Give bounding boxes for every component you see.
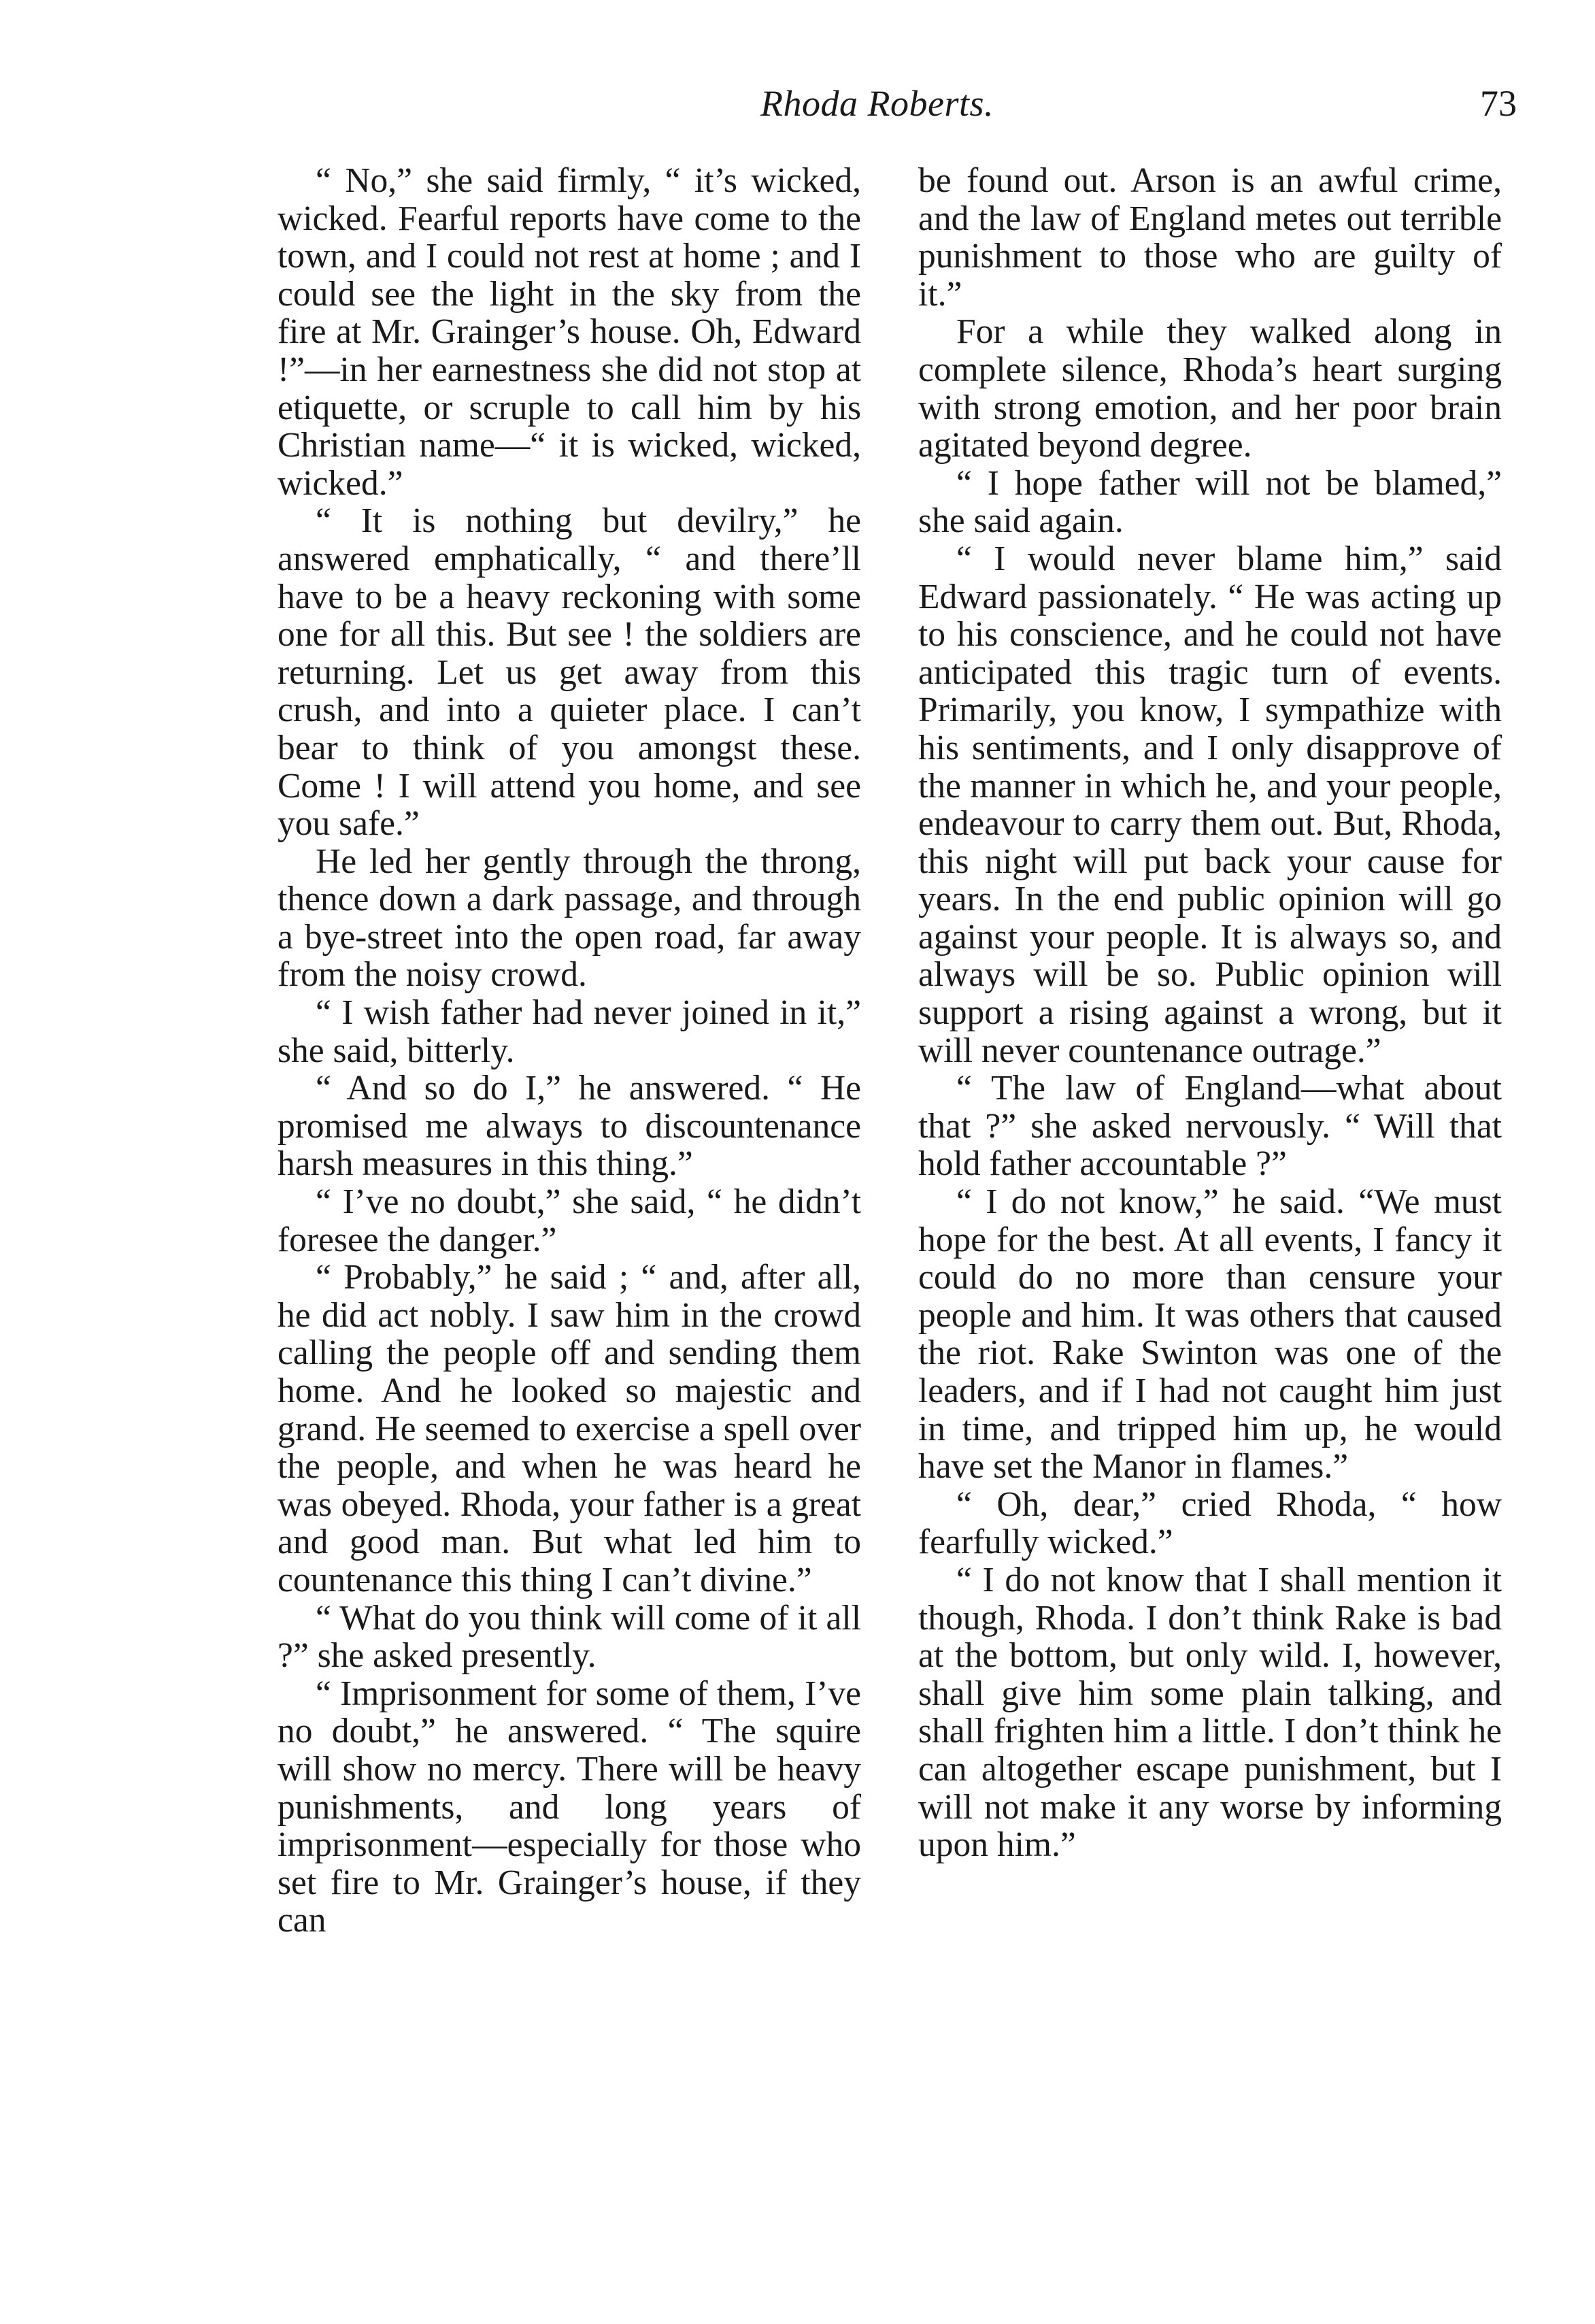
paragraph: “ Oh, dear,” cried Rhoda, “ how fearfully wicked.”	[918, 1484, 1502, 1562]
paragraph: “ I hope father will not be blamed,” she said again.	[918, 463, 1502, 541]
page-number: 73	[1480, 83, 1517, 124]
paragraph: “ What do you think will come of it all ?” she asked presently.	[278, 1598, 861, 1676]
left-column	[278, 162, 861, 1940]
paragraph: “ I do not know that I shall mention it though, Rhoda. I don’t think Rake is bad at the bottom, but only wild. I, however, shall give him some plain talking, and shall frighten him a little. I don’t think he can altogether escape punishment, but I will not make it any worse by informing upon him.”	[918, 1560, 1502, 1865]
paragraph-continuation: be found out. Arson is an awful crime, and the law of England metes out terrible punishment to those who are guilty of it.”	[918, 161, 1502, 314]
paragraph: “ I would never blame him,” said Edward passionately. “ He was acting up to his conscience, and he could not have anticipated this tragic turn of events. Primarily, you know, I sympathize with his sentiments, and I only disapprove of the manner in which he, and your people, endeavour to carry them out. But, Rhoda, this night will put back your cause for years. In the end public opinion will go against your people. It is always so, and always will be so. Public opinion will support a rising against a wrong, but it will never countenance outrage.”	[918, 539, 1502, 1070]
paragraph: “ Imprisonment for some of them, I’ve no doubt,” he answered. “ The squire will show no mercy. There will be heavy punishments, and long years of imprisonment—especially for those who set fire to Mr. Grainger’s house, if they can	[278, 1674, 861, 1940]
running-head	[272, 76, 1517, 131]
paragraph: He led her gently through the throng, thence down a dark passage, and through a bye-street into the open road, far away from the noisy crowd.	[278, 842, 861, 995]
paragraph: “ It is nothing but devilry,” he answered emphatically, “ and there’ll have to be a heavy reckoning with some one for all this. But see ! the soldiers are returning. Let us get away from this crush, and into a quieter place. I can’t bear to think of you amongst these. Come ! I will attend you home, and see you safe.”	[278, 501, 861, 844]
right-column	[918, 162, 1502, 1864]
paragraph: “ I wish father had never joined in it,” she said, bitterly.	[278, 993, 861, 1070]
paragraph: “ Probably,” he said ; “ and, after all, he did act nobly. I saw him in the crowd calling the people off and sending them home. And he looked so majestic and grand. He seemed to exercise a spell over the people, and when he was heard he was obeyed. Rhoda, your father is a great and good man. But what led him to countenance this thing I can’t divine.”	[278, 1258, 861, 1599]
paragraph: “ I’ve no doubt,” she said, “ he didn’t foresee the danger.”	[278, 1182, 861, 1259]
paragraph: “ The law of England—what about that ?” she asked nervously. “ Will that hold father accountable ?”	[918, 1069, 1502, 1184]
running-title: Rhoda Roberts.	[760, 83, 994, 124]
paragraph: “ And so do I,” he answered. “ He promised me always to discountenance harsh measures in this thing.”	[278, 1069, 861, 1184]
paragraph: “ I do not know,” he said. “We must hope for the best. At all events, I fancy it could do no more than censure your people and him. It was others that caused the riot. Rake Swinton was one of the leaders, and if I had not caught him just in time, and tripped him up, he would have set the Manor in flames.”	[918, 1182, 1502, 1487]
paragraph: For a while they walked along in complete silence, Rhoda’s heart surging with strong emotion, and her poor brain agitated beyond degree.	[918, 312, 1502, 465]
paragraph: “ No,” she said firmly, “ it’s wicked, wicked. Fearful reports have come to the town, and I could not rest at home ; and I could see the light in the sky from the fire at Mr. Grainger’s house. Oh, Edward !”—in her earnestness she did not stop at etiquette, or scruple to call him by his Christian name—“ it is wicked, wicked, wicked.”	[278, 161, 861, 503]
